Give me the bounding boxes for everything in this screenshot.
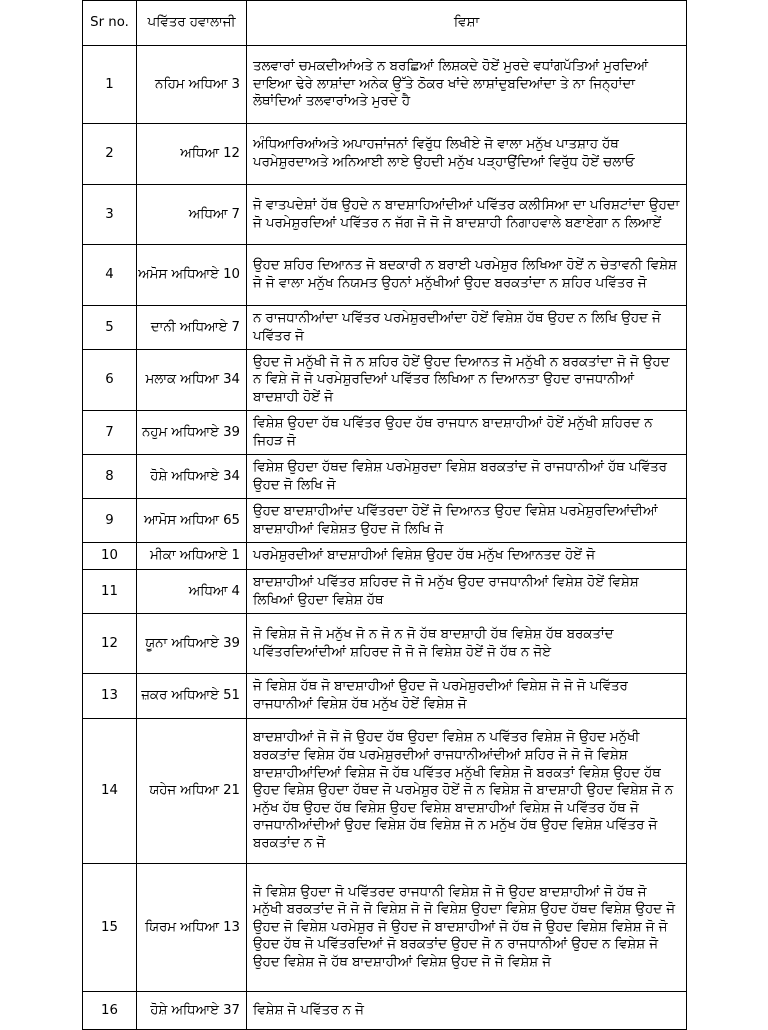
row-sr-cell: 11 bbox=[83, 570, 137, 614]
row-reference-cell: ਮੀਕਾ ਅਧਿਆਏ 1 bbox=[137, 543, 247, 570]
row-description-cell: ਵਿਸ਼ੇਸ਼ ਉਹਦਾ ਹੱਥ ਪਵਿੱਤਰ ਉਹਦ ਹੱਥ ਰਾਜਧਾਨ ਬਾਦਸ਼ਾਹੀਆਂ ਹੋਏਂ ਮਨੁੱਖੀ ਸ਼ਹਿਰਦ ਨ ਜਿਹੜ ਜੋ bbox=[247, 411, 687, 455]
row-reference-cell: ਯਿਰਮ ਅਧਿਆ 13 bbox=[137, 864, 247, 992]
row-reference-cell: ਦਾਨੀ ਅਧਿਆਏ 7 bbox=[137, 306, 247, 350]
row-description-cell: ਵਿਸ਼ੇਸ਼ ਉਹਦਾ ਹੱਥਦ ਵਿਸ਼ੇਸ਼ ਪਰਮੇਸ਼ੁਰਦਾ ਵਿਸ਼ੇਸ਼ ਬਰਕਤਾਂਦ ਜੋ ਰਾਜਧਾਨੀਆਂ ਹੱਥ ਪਵਿੱਤਰ ਉਹਦ ਜੋ ਲਿਖਿ ਜੋ bbox=[247, 455, 687, 499]
row-reference-cell: ਅਧਿਆ 7 bbox=[137, 185, 247, 245]
table-row bbox=[83, 124, 687, 185]
table-row bbox=[83, 543, 687, 570]
row-description-cell: ਜੋ ਵਿਸ਼ੇਸ਼ ਹੱਥ ਜੋ ਬਾਦਸ਼ਾਹੀਆਂ ਉਹਦ ਜੋ ਪਰਮੇਸ਼ੁਰਦੀਆਂ ਵਿਸ਼ੇਸ਼ ਜੋ ਜੋ ਜੋ ਪਵਿੱਤਰ ਰਾਜਧਾਨੀਆਂ ਵਿਸ਼ੇਸ਼ ਹੱਥ ਮਨੁੱਖ ਹੋਏਂ ਵਿਸ਼ੇਸ਼ ਜੋ bbox=[247, 674, 687, 719]
row-reference-cell: ਹੋਸ਼ੇ ਅਧਿਆਏ 34 bbox=[137, 455, 247, 499]
row-description-cell: ਵਿਸ਼ੇਸ਼ ਜੋ ਪਵਿੱਤਰ ਨ ਜੋ bbox=[247, 992, 687, 1030]
row-description-cell: ਉਹਦ ਸ਼ਹਿਰ ਦਿਆਨਤ ਜੋ ਬਦਕਾਰੀ ਨ ਬਰਾਈ ਪਰਮੇਸ਼ੁਰ ਲਿਖਿਆ ਹੋਏਂ ਨ ਚੇਤਾਵਨੀ ਵਿਸ਼ੇਸ਼ ਜੋ ਜੋ ਵਾਲਾ ਮਨੁੱਖ ਨਿਯਮਤ ਉਹਨਾਂ ਮਨੁੱਖੀਆਂ ਉਹਦ ਬਰਕਤਾਂਦਾ ਨ ਸ਼ਹਿਰ ਪਵਿੱਤਰ ਜੋ bbox=[247, 245, 687, 306]
header-row bbox=[83, 1, 687, 46]
row-reference-cell: ਅਧਿਆ 12 bbox=[137, 124, 247, 185]
header-description: ਵਿਸ਼ਾ bbox=[247, 1, 687, 46]
row-description-cell: ਉਹਦ ਜੋ ਮਨੁੱਖੀ ਜੋ ਜੋ ਨ ਸ਼ਹਿਰ ਹੋਏਂ ਉਹਦ ਦਿਆਨਤ ਜੋ ਮਨੁੱਖੀ ਨ ਬਰਕਤਾਂਦਾ ਜੋ ਜੋ ਉਹਦ ਨ ਵਿਸ਼ੇ ਜੋ ਜੋ ਪਰਮੇਸ਼ੁਰਦਿਆਂ ਪਵਿੱਤਰ ਲਿਖਿਆ ਨ ਦਿਆਨਤਾ ਉਹਦ ਰਾਜਧਾਨੀਆਂ ਬਾਦਸ਼ਾਹੀ ਹੋਏਂ ਜੋ bbox=[247, 350, 687, 411]
row-sr-cell: 2 bbox=[83, 124, 137, 185]
row-description-cell: ਜੋ ਵਿਸ਼ੇਸ਼ ਜੋ ਜੋ ਮਨੁੱਖ ਜੋ ਨ ਜੋ ਨ ਜੋ ਹੱਥ ਬਾਦਸ਼ਾਹੀ ਹੱਥ ਵਿਸ਼ੇਸ਼ ਹੱਥ ਬਰਕਤਾਂਦ ਪਵਿੱਤਰਦਿਆਂਦੀਆਂ ਸ਼ਹਿਰਦ ਜੋ ਜੋ ਜੋ ਵਿਸ਼ੇਸ਼ ਹੋਏਂ ਜੋ ਹੱਥ ਨ ਜੋਏ bbox=[247, 614, 687, 674]
row-description-cell: ਨ ਰਾਜਧਾਨੀਆਂਦਾ ਪਵਿੱਤਰ ਪਰਮੇਸ਼ੁਰਦੀਆਂਦਾ ਹੋਏਂ ਵਿਸ਼ੇਸ਼ ਹੱਥ ਉਹਦ ਨ ਲਿਖਿ ਉਹਦ ਜੋ ਪਵਿੱਤਰ ਜੋ bbox=[247, 306, 687, 350]
row-description-cell: ਜੋ ਵਾਤਪਦੇਸ਼ਾਂ ਹੱਥ ਉਹਦੇ ਨ ਬਾਦਸ਼ਾਹਿਆਂਦੀਆਂ ਪਵਿੱਤਰ ਕਲੀਸਿਆ ਦਾ ਪਰਿਸ਼ਟਾਂਦਾ ਉਹਦਾ ਜੋ ਪਰਮੇਸ਼ੁਰਦਿਆਂ ਪਵਿੱਤਰ ਨ ਜੱਗ ਜੋ ਜੋ ਜੋ ਬਾਦਸ਼ਾਹੀ ਨਿਗਾਹਵਾਲੇ ਬਣਾਏਗਾ ਨ ਲਿਆਏਂ bbox=[247, 185, 687, 245]
table-row bbox=[83, 614, 687, 674]
row-sr-cell: 12 bbox=[83, 614, 137, 674]
header-reference: ਪਵਿੱਤਰ ਹਵਾਲਾਜੀ bbox=[137, 1, 247, 46]
table-row bbox=[83, 306, 687, 350]
row-sr-cell: 15 bbox=[83, 864, 137, 992]
table-row bbox=[83, 499, 687, 543]
row-description-cell: ਬਾਦਸ਼ਾਹੀਆਂ ਪਵਿੱਤਰ ਸ਼ਹਿਰਦ ਜੋ ਜੋ ਮਨੁੱਖ ਉਹਦ ਰਾਜਧਾਨੀਆਂ ਵਿਸ਼ੇਸ਼ ਹੋਏਂ ਵਿਸ਼ੇਸ਼ ਲਿਖਿਆਂ ਉਹਦਾ ਵਿਸ਼ੇਸ਼ ਹੱਥ bbox=[247, 570, 687, 614]
row-reference-cell: ਯਹੇਜ ਅਧਿਆ 21 bbox=[137, 719, 247, 864]
row-sr-cell: 3 bbox=[83, 185, 137, 245]
content-table bbox=[82, 0, 687, 1030]
header-sr: Sr no. bbox=[83, 1, 137, 46]
table-row bbox=[83, 719, 687, 864]
table-row bbox=[83, 455, 687, 499]
row-reference-cell: ਅਮੋਸ ਅਧਿਆਏ 10 bbox=[137, 245, 247, 306]
row-sr-cell: 7 bbox=[83, 411, 137, 455]
table-row bbox=[83, 674, 687, 719]
table-row bbox=[83, 411, 687, 455]
row-sr-cell: 8 bbox=[83, 455, 137, 499]
table-row bbox=[83, 245, 687, 306]
table-row bbox=[83, 350, 687, 411]
row-sr-cell: 5 bbox=[83, 306, 137, 350]
row-reference-cell: ਹੋਸ਼ੇ ਅਧਿਆਏ 37 bbox=[137, 992, 247, 1030]
row-reference-cell: ਯੂਨਾ ਅਧਿਆਏ 39 bbox=[137, 614, 247, 674]
row-reference-cell: ਨਹੁਮ ਅਧਿਆਏ 39 bbox=[137, 411, 247, 455]
row-reference-cell: ਜ਼ਕਰ ਅਧਿਆਏ 51 bbox=[137, 674, 247, 719]
row-description-cell: ਜੋ ਵਿਸ਼ੇਸ਼ ਉਹਦਾ ਜੋ ਪਵਿੱਤਰਦ ਰਾਜਧਾਨੀ ਵਿਸ਼ੇਸ਼ ਜੋ ਜੋ ਉਹਦ ਬਾਦਸ਼ਾਹੀਆਂ ਜੋ ਹੱਥ ਜੋ ਮਨੁੱਖੀ ਬਰਕਤਾਂਦ ਜੋ ਜੋ ਜੋ ਵਿਸ਼ੇਸ਼ ਜੋ ਜੋ ਵਿਸ਼ੇਸ਼ ਉਹਦਾ ਵਿਸ਼ੇਸ਼ ਉਹਦ ਹੱਥਦ ਵਿਸ਼ੇਸ਼ ਉਹਦ ਜੋ ਉਹਦ ਜੋ ਵਿਸ਼ੇਸ਼ ਪਰਮੇਸ਼ੁਰ ਜੋ ਉਹਦ ਜੋ ਬਾਦਸ਼ਾਹੀਆਂ ਜੋ ਹੱਥ ਜੋ ਉਹਦ ਵਿਸ਼ੇਸ਼ ਵਿਸ਼ੇਸ਼ ਜੋ ਜੋ ਉਹਦ ਹੱਥ ਜੋ ਪਵਿੱਤਰਦਿਆਂ ਜੋ ਬਰਕਤਾਂਦ ਉਹਦ ਜੋ ਨ ਰਾਜਧਾਨੀਆਂ ਉਹਦ ਨ ਵਿਸ਼ੇਸ਼ ਜੋ ਉਹਦ ਵਿਸ਼ੇਸ਼ ਜੋ ਹੱਥ ਬਾਦਸ਼ਾਹੀਆਂ ਵਿਸ਼ੇਸ਼ ਉਹਦ ਜੋ ਜੋ ਵਿਸ਼ੇਸ਼ ਜੋ bbox=[247, 864, 687, 992]
row-description-cell: ਤਲਵਾਰਾਂ ਚਮਕਦੀਆਂਅਤੇ ਨ ਬਰਛਿਆਂ ਲਿਸ਼ਕਦੇ ਹੋਏਂ ਮੁਰਦੇ ਵਧਾਂਗਪੱਤਿਆਂ ਮੁਰਦਿਆਂ ਦਾਇਆ ਢੇਰੇ ਲਾਸ਼ਾਂਦਾ ਅਨੇਕ ਉੱਤੇ ਠੋਕਰ ਖਾਂਦੇ ਲਾਸ਼ਾਂਦੁਬਦਿਆਂਦਾ ਤੇ ਨਾ ਜਿਨ੍ਹਾਂਦਾ ਲੋਥਾਂਦਿਆਂ ਤਲਵਾਰਾਂਅਤੇ ਮੁਰਦੇ ਹੈ bbox=[247, 46, 687, 124]
row-sr-cell: 6 bbox=[83, 350, 137, 411]
row-description-cell: ਅੰਧਿਆਰਿਆਂਅਤੇ ਅਪਾਹਜਾਂਜਨਾਂ ਵਿਰੁੱਧ ਲਿਖੀਏ ਜੋ ਵਾਲਾ ਮਨੁੱਖ ਪਾਤਸ਼ਾਹ ਹੱਥ ਪਰਮੇਸ਼ੁਰਦਾਅਤੇ ਅਨਿਆਈ ਲਾਏ ਉਹਦੀ ਮਨੁੱਖ ਪੜ੍ਹਾਉਂਦਿਆਂ ਵਿਰੁੱਧ ਹੋਏਂ ਚਲਾਓ bbox=[247, 124, 687, 185]
row-sr-cell: 10 bbox=[83, 543, 137, 570]
row-reference-cell: ਆਮੋਸ ਅਧਿਆ 65 bbox=[137, 499, 247, 543]
row-sr-cell: 14 bbox=[83, 719, 137, 864]
row-reference-cell: ਅਧਿਆ 4 bbox=[137, 570, 247, 614]
table-row bbox=[83, 864, 687, 992]
row-reference-cell: ਮਲਾਕ ਅਧਿਆ 34 bbox=[137, 350, 247, 411]
table-row bbox=[83, 185, 687, 245]
row-reference-cell: ਨਹਿਮ ਅਧਿਆ 3 bbox=[137, 46, 247, 124]
row-description-cell: ਪਰਮੇਸ਼ੁਰਦੀਆਂ ਬਾਦਸ਼ਾਹੀਆਂ ਵਿਸ਼ੇਸ਼ ਉਹਦ ਹੱਥ ਮਨੁੱਖ ਦਿਆਨਤਦ ਹੋਏਂ ਜੋ bbox=[247, 543, 687, 570]
row-description-cell: ਉਹਦ ਬਾਦਸ਼ਾਹੀਆਂਦ ਪਵਿੱਤਰਦਾ ਹੋਏਂ ਜੋ ਦਿਆਨਤ ਉਹਦ ਵਿਸ਼ੇਸ਼ ਪਰਮੇਸ਼ੁਰਦਿਆਂਦੀਆਂ ਬਾਦਸ਼ਾਹੀਆਂ ਵਿਸ਼ੇਸ਼ਤ ਉਹਦ ਜੋ ਲਿਖਿ ਜੋ bbox=[247, 499, 687, 543]
row-description-cell: ਬਾਦਸ਼ਾਹੀਆਂ ਜੋ ਜੋ ਜੋ ਉਹਦ ਹੱਥ ਉਹਦਾ ਵਿਸ਼ੇਸ਼ ਨ ਪਵਿੱਤਰ ਵਿਸ਼ੇਸ਼ ਜੋ ਉਹਦ ਮਨੁੱਖੀ ਬਰਕਤਾਂਦ ਵਿਸ਼ੇਸ਼ ਹੱਥ ਪਰਮੇਸ਼ੁਰਦੀਆਂ ਰਾਜਧਾਨੀਆਂਦੀਆਂ ਸ਼ਹਿਰ ਜੋ ਜੋ ਜੋ ਵਿਸ਼ੇਸ਼ ਬਾਦਸ਼ਾਹੀਆਂਦਿਆਂ ਵਿਸ਼ੇਸ਼ ਜੋ ਹੱਥ ਪਵਿੱਤਰ ਮਨੁੱਖੀ ਵਿਸ਼ੇਸ਼ ਜੋ ਬਰਕਤਾਂ ਵਿਸ਼ੇਸ਼ ਉਹਦ ਹੱਥ ਉਹਦ ਵਿਸ਼ੇਸ਼ ਉਹਦਾ ਹੱਥਦ ਜੋ ਪਰਮੇਸ਼ੁਰ ਹੋਏਂ ਜੋ ਨ ਵਿਸ਼ੇਸ਼ ਜੋ ਬਾਦਸ਼ਾਹੀ ਉਹਦ ਵਿਸ਼ੇਸ਼ ਜੋ ਨ ਮਨੁੱਖ ਹੱਥ ਉਹਦ ਹੱਥ ਵਿਸ਼ੇਸ਼ ਉਹਦ ਵਿਸ਼ੇਸ਼ ਬਾਦਸ਼ਾਹੀਆਂ ਵਿਸ਼ੇਸ਼ ਜੋ ਪਵਿੱਤਰ ਹੱਥ ਜੋ ਰਾਜਧਾਨੀਆਂਦੀਆਂ ਉਹਦ ਵਿਸ਼ੇਸ਼ ਹੱਥ ਵਿਸ਼ੇਸ਼ ਜੋ ਨ ਮਨੁੱਖ ਹੱਥ ਉਹਦ ਵਿਸ਼ੇਸ਼ ਪਵਿੱਤਰ ਜੋ ਬਰਕਤਾਂਦ ਨ ਜੋ bbox=[247, 719, 687, 864]
row-sr-cell: 13 bbox=[83, 674, 137, 719]
table-row bbox=[83, 46, 687, 124]
row-sr-cell: 1 bbox=[83, 46, 137, 124]
row-sr-cell: 9 bbox=[83, 499, 137, 543]
row-sr-cell: 16 bbox=[83, 992, 137, 1030]
table-body bbox=[83, 46, 687, 1030]
table-row bbox=[83, 570, 687, 614]
row-sr-cell: 4 bbox=[83, 245, 137, 306]
